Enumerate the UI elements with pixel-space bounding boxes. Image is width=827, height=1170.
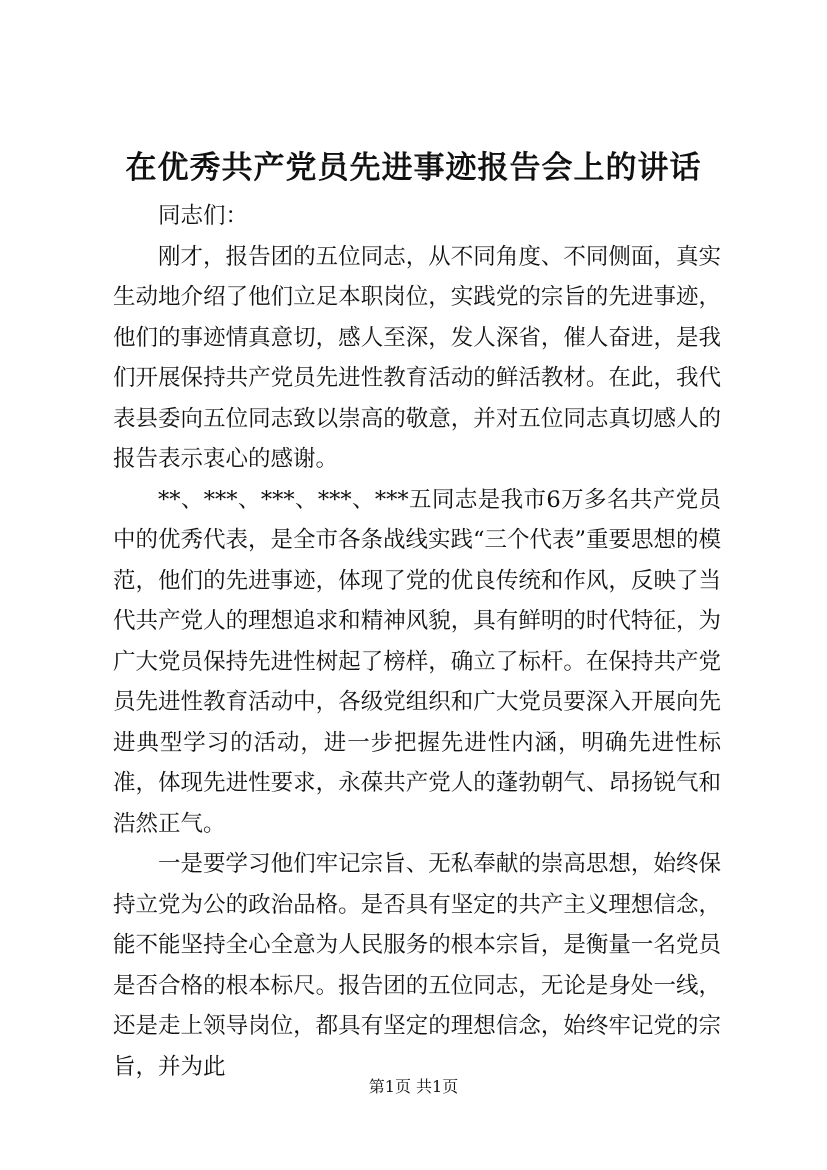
document-body — [113, 196, 721, 1087]
document-title: 在优秀共产党员先进事迹报告会上的讲话 — [125, 150, 702, 186]
paragraph-3: 一是要学习他们牢记宗旨、无私奉献的崇高思想，始终保持立党为公的政治品格。是否具有坚定的共产主义理想信念，能不能坚持全心全意为人民服务的根本宗旨，是衡量一名党员是否合格的根本标尺。报告团的五位同志，无论是身处一线，还是走上领导岗位，都具有坚定的理想信念，始终牢记党的宗旨，并为此 — [113, 851, 721, 1080]
paragraph-2: **、***、***、***、***五同志是我市6万多名共产党员中的优秀代表，是全市各条战线实践“三个代表”重要思想的模范，他们的先进事迹，体现了党的优良传统和作风，反映了当代共产党人的理想追求和精神风貌，具有鲜明的时代特征，为广大党员保持先进性树起了榜样，确立了标杆。在保持共产党员先进性教育活动中，各级党组织和广大党员要深入开展向先进典型学习的活动，进一步把握先进性内涵，明确先进性标准，体现先进性要求，永葆共产党人的蓬勃朝气、昂扬锐气和浩然正气。 — [113, 486, 722, 837]
salutation: 同志们： — [158, 203, 249, 229]
page-footer: 第1页 共1页 — [368, 1077, 459, 1096]
paragraph-1: 刚才，报告团的五位同志，从不同角度、不同侧面，真实生动地介绍了他们立足本职岗位，实践党的宗旨的先进事迹，他们的事迹情真意切，感人至深，发人深省，催人奋进，是我们开展保持共产党员先进性教育活动的鲜活教材。在此，我代表县委向五位同志致以崇高的敬意，并对五位同志真切感人的报告表示衷心的感谢。 — [113, 243, 721, 472]
